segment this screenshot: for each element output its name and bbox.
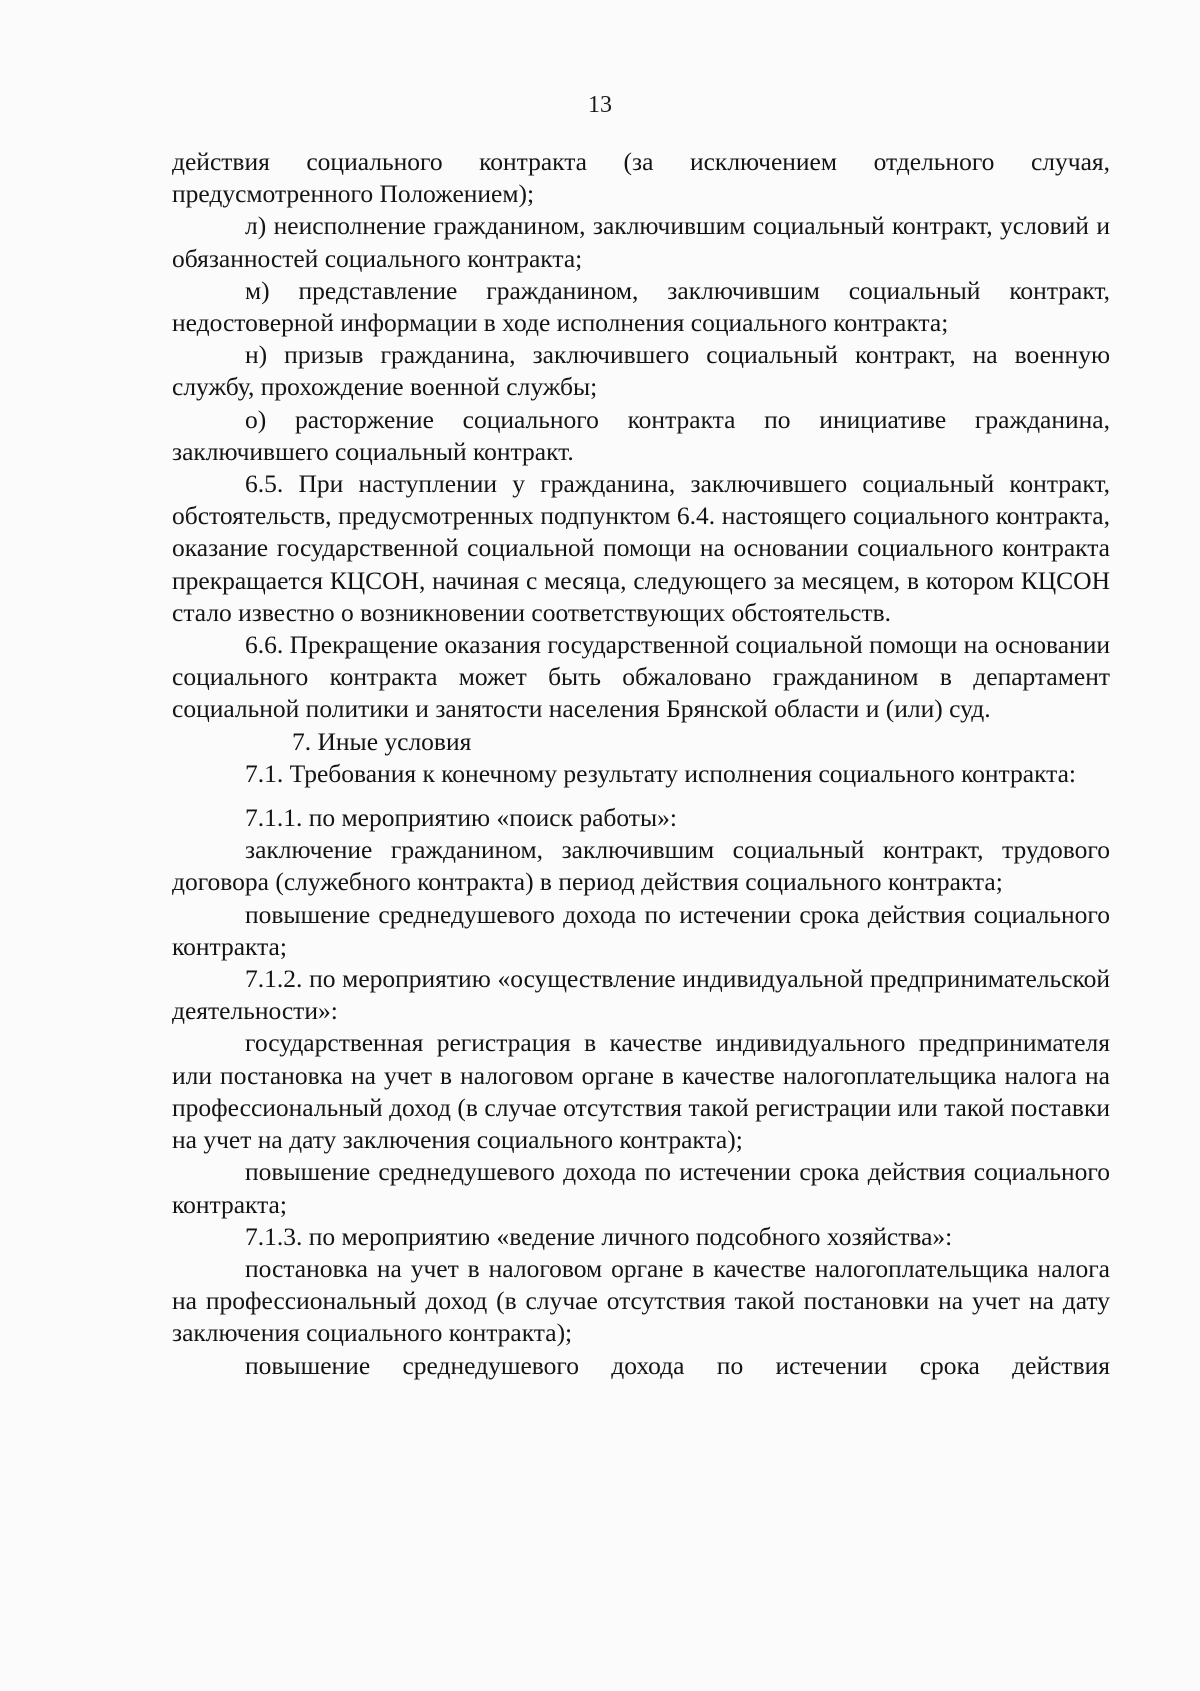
paragraph-7-1: 7.1. Требования к конечному результату исполнения социального контракта: xyxy=(245,758,1076,788)
paragraph-income-increase-2: повышение среднедушевого дохода по истечении срока действия социального контракта; xyxy=(172,1157,1110,1219)
document-body xyxy=(172,146,1110,1382)
section-heading: 7. Иные условия xyxy=(292,726,472,756)
paragraph-6-6: 6.6. Прекращение оказания государственной социальной помощи на основании социального контракта может быть обжаловано гражданином в департамент социальной политики и занятости населения Брянской области и (или) суд. xyxy=(172,630,1111,724)
paragraph-7-1-3: 7.1.3. по мероприятию «ведение личного подсобного хозяйства»: xyxy=(245,1221,953,1251)
page-number: 13 xyxy=(588,92,612,118)
paragraph-income-increase-1: повышение среднедушевого дохода по истечении срока действия социального контракта; xyxy=(172,899,1110,961)
paragraph-item-o: о) расторжение социального контракта по инициативе гражданина, заключившего социальный контракт. xyxy=(172,404,1110,466)
paragraph-job-contract: заключение гражданином, заключившим социальный контракт, трудового договора (служебного контракта) в период действия социального контракта; xyxy=(172,835,1110,897)
paragraph-registration: государственная регистрация в качестве индивидуального предпринимателя или постановка на учет в налоговом органе в качестве налогоплательщика налога на профессиональный доход (в случае отсутствия такой регистрации или такой поставки на учет на дату заключения социального контракта); xyxy=(172,1028,1110,1155)
paragraph-continuation: действия социального контракта (за исключением отдельного случая, предусмотренного Положением); xyxy=(172,147,1110,209)
paragraph-7-1-1: 7.1.1. по мероприятию «поиск работы»: xyxy=(245,803,677,833)
paragraph-tax-registration: постановка на учет в налоговом органе в качестве налогоплательщика налога на профессиональный доход (в случае отсутствия такой постановки на учет на дату заключения социального контракта); xyxy=(172,1253,1110,1348)
paragraph-item-l: л) неисполнение гражданином, заключившим социальный контракт, условий и обязанностей социального контракта; xyxy=(172,211,1110,273)
paragraph-income-increase-3: повышение среднедушевого дохода по истечении срока действия xyxy=(245,1350,1110,1380)
paragraph-item-m: м) представление гражданином, заключившим социальный контракт, недостоверной информации в ходе исполнения социального контракта; xyxy=(172,275,1110,338)
paragraph-7-1-2: 7.1.2. по мероприятию «осуществление индивидуальной предпринимательской деятельности»: xyxy=(172,964,1110,1026)
paragraph-6-5: 6.5. При наступлении у гражданина, заключившего социальный контракт, обстоятельств, предусмотренных подпунктом 6.4. настоящего социального контракта, оказание государственной социальной помощи на основании социального контракта прекращается КЦСОН, начиная с месяца, следующего за месяцем, в котором КЦСОН стало известно о возникновении соответствующих обстоятельств. xyxy=(172,469,1110,627)
paragraph-item-n: н) призыв гражданина, заключившего социальный контракт, на военную службу, прохождение военной службы; xyxy=(172,340,1110,402)
